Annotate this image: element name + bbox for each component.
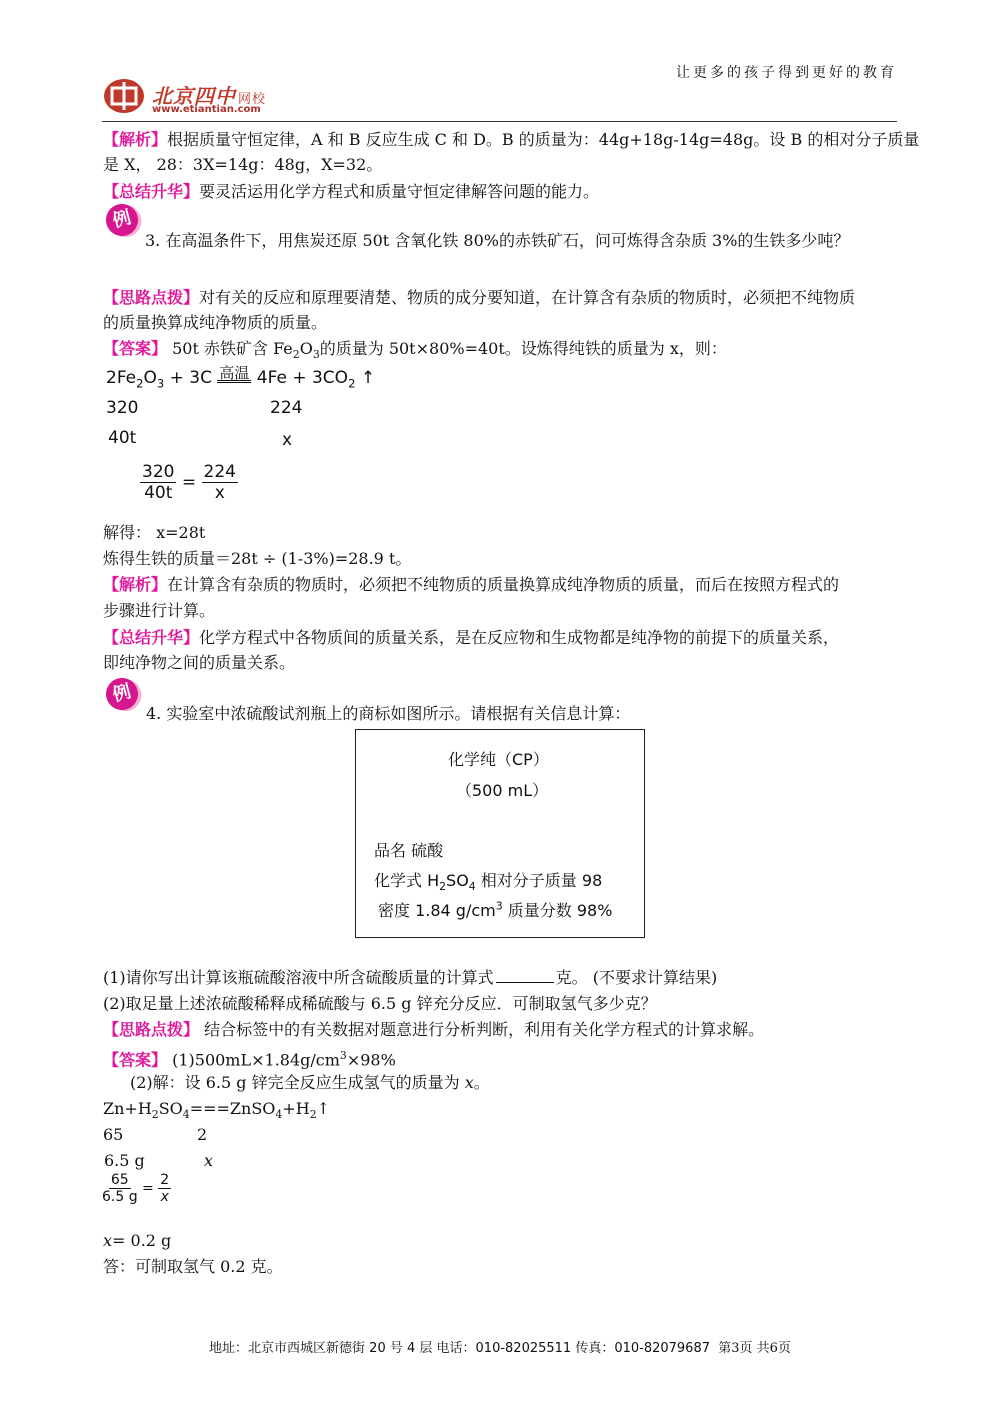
- label-name: 品名 硫酸: [374, 841, 444, 860]
- hint-line: 的质量换算成纯净物质的质量。: [103, 313, 328, 332]
- page-footer: [0, 1337, 1000, 1356]
- answer-blank: [496, 982, 554, 983]
- example-badge-icon: 例: [102, 200, 141, 239]
- ratio-value: 320: [106, 398, 139, 418]
- ratio-value: x: [204, 1151, 214, 1170]
- sub-question-1: (1)请你写出计算该瓶硫酸溶液中所含硫酸质量的计算式 克。 (不要求计算结果): [103, 968, 718, 987]
- summary-line: 即纯净物之间的质量关系。: [103, 653, 296, 672]
- analysis-line: 是 X， 28：3X=14g：48g，X=32。: [103, 155, 383, 174]
- summary-line: 【总结升华】要灵活运用化学方程式和质量守恒定律解答问题的能力。: [103, 182, 600, 201]
- summary-line: 【总结升华】化学方程式中各物质间的质量关系，是在反应物和生成物都是纯净物的前提下的质量关系，: [103, 628, 840, 647]
- answer-line: 【答案】 $(1)500mL\times 1.84g/cm^3\times 98\%$: [103, 1049, 396, 1070]
- hint-line: 【思路点拨】 结合标签中的有关数据对题意进行分析判断，利用有关化学方程式的计算求解。: [103, 1020, 765, 1039]
- example-badge-icon: 例: [102, 674, 141, 713]
- ratio-value: 65: [103, 1125, 124, 1144]
- header-divider: [102, 121, 897, 122]
- ratio-value: 2: [197, 1125, 208, 1144]
- hint-line: 【思路点拨】对有关的反应和原理要清楚、物质的成分要知道，在计算含有杂质的物质时，必须把不纯物质: [103, 288, 856, 307]
- label-volume: （500 mL）: [456, 781, 549, 800]
- answer-line: (2)解：设 6.5 g 锌完全反应生成氢气的质量为 x。: [130, 1073, 490, 1092]
- question-4: 4. 实验室中浓硫酸试剂瓶上的商标如图所示。请根据有关信息计算：: [146, 704, 631, 723]
- ratio-value: 40t: [108, 428, 137, 448]
- logo-name: 北京四中 网校: [152, 84, 267, 108]
- result-line: 炼得生铁的质量＝28t ÷ (1-3%)=28.9 t。: [103, 549, 412, 568]
- analysis-line: 步骤进行计算。: [103, 601, 216, 620]
- reaction-condition: 高温: [219, 364, 250, 382]
- x-result: x= 0.2 g: [103, 1231, 172, 1250]
- analysis-line: 【解析】在计算含有杂质的物质时，必须把不纯物质的质量换算成纯净物质的质量，而后在按照方程式的: [103, 575, 840, 594]
- label-density: 密度 1.84 $g/cm^3$ 质量分数 98%: [378, 899, 613, 920]
- answer-line: 【答案】 50t 赤铁矿含 $Fe_2O_3$的质量为 50t×80%=40t。设炼得纯铁的质量为 x，则：: [103, 339, 727, 362]
- proportion-equation: $\frac{320}{40t}$ = $\frac{224}{x}$: [142, 462, 236, 503]
- ratio-value: x: [282, 430, 293, 450]
- analysis-line: 【解析】根据质量守恒定律，A 和 B 反应生成 C 和 D。B 的质量为：44g+18g-14g=48g。设 B 的相对分子质量: [103, 130, 920, 149]
- ratio-value: 224: [270, 398, 303, 418]
- zinc-equation: $Zn+H_2SO_4===ZnSO_4+H_2↑$: [103, 1099, 331, 1122]
- solve-line: 解得： x=28t: [103, 523, 206, 542]
- chemical-equation: $2Fe_2O_3 + 3C$ 高温 $4Fe + 3CO_2$ ↑: [106, 364, 376, 391]
- page-number: 第3页 共6页: [718, 1341, 791, 1356]
- question-3: 3. 在高温条件下，用焦炭还原 50t 含氧化铁 80%的赤铁矿石，问可炼得含杂质 3%的生铁多少吨？: [145, 231, 850, 250]
- label-grade: 化学纯（CP）: [448, 750, 549, 769]
- final-answer: 答：可制取氢气 0.2 克。: [103, 1257, 283, 1276]
- logo-url: www.etiantian.com: [152, 104, 261, 115]
- footer-address: 地址：北京市西城区新德街 20 号 4 层 电话：010-82025511 传真：010-82079687: [209, 1341, 710, 1356]
- reagent-label: [355, 729, 645, 938]
- ratio-value: 6.5 g: [104, 1151, 145, 1170]
- slogan: 让更多的孩子得到更好的教育: [676, 65, 897, 81]
- label-formula: 化学式 $H_2SO_4$ 相对分子质量 98: [374, 871, 603, 894]
- proportion-equation: $\frac{65}{6.5 g}$ = $\frac{2}{x}$: [102, 1172, 170, 1205]
- sub-question-2: (2)取足量上述浓硫酸稀释成稀硫酸与 6.5 g 锌充分反应．可制取氢气多少克？: [103, 994, 657, 1013]
